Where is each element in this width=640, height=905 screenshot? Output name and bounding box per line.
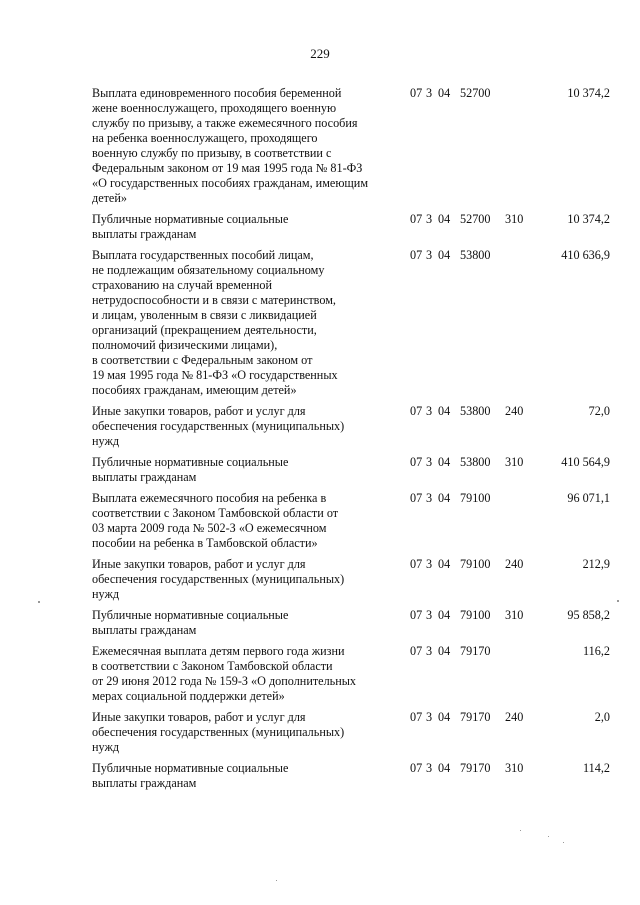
row-description (92, 761, 392, 791)
cell-type: 310 (505, 212, 524, 226)
row-description (92, 608, 392, 638)
description-line: нужд (92, 434, 120, 448)
description-line: службу по призыву, а также ежемесячного пособия (92, 116, 358, 130)
cell-subsection: 3 (426, 608, 433, 622)
description-line: нетрудоспособности и в связи с материнством, (92, 293, 336, 307)
cell-type: 310 (505, 761, 524, 775)
cell-type: 240 (505, 710, 524, 724)
row-description (92, 644, 392, 704)
cell-article: 04 (438, 404, 451, 418)
cell-code: 52700 (460, 86, 491, 100)
cell-amount: 116,2 (583, 644, 610, 658)
cell-article: 04 (438, 557, 451, 571)
description-line: выплаты гражданам (92, 470, 197, 484)
cell-subsection: 3 (426, 491, 433, 505)
cell-section: 07 (410, 86, 423, 100)
cell-article: 04 (438, 710, 451, 724)
description-line: Выплата ежемесячного пособия на ребенка в (92, 491, 327, 505)
cell-article: 04 (438, 455, 451, 469)
description-line: «О государственных пособиях гражданам, имеющим (92, 176, 369, 190)
description-line: страхованию на случай временной (92, 278, 273, 292)
cell-section: 07 (410, 491, 423, 505)
description-line: Публичные нормативные социальные (92, 608, 289, 622)
cell-subsection: 3 (426, 248, 433, 262)
scan-speck (548, 836, 549, 837)
description-line: и лицам, уволенным в связи с ликвидацией (92, 308, 317, 322)
cell-subsection: 3 (426, 404, 433, 418)
cell-section: 07 (410, 212, 423, 226)
cell-amount: 10 374,2 (567, 212, 610, 226)
description-line: 03 марта 2009 года № 502-З «О ежемесячном (92, 521, 327, 535)
cell-code: 79170 (460, 644, 491, 658)
row-description (92, 455, 392, 485)
cell-code: 53800 (460, 455, 491, 469)
cell-amount: 2,0 (594, 710, 610, 724)
cell-type: 310 (505, 455, 524, 469)
scan-speck (520, 830, 521, 831)
description-line: Ежемесячная выплата детям первого года жизни (92, 644, 345, 658)
description-line: жене военнослужащего, проходящего военную (92, 101, 337, 115)
description-line: Федеральным законом от 19 мая 1995 года № 81-ФЗ (92, 161, 363, 175)
cell-amount: 114,2 (583, 761, 610, 775)
description-line: Иные закупки товаров, работ и услуг для (92, 557, 306, 571)
cell-section: 07 (410, 761, 423, 775)
row-description (92, 404, 392, 449)
cell-section: 07 (410, 248, 423, 262)
cell-code: 53800 (460, 248, 491, 262)
scan-speck (617, 600, 619, 602)
description-line: обеспечения государственных (муниципальных) (92, 419, 345, 433)
cell-section: 07 (410, 455, 423, 469)
description-line: Выплата единовременного пособия беременной (92, 86, 342, 100)
cell-code: 52700 (460, 212, 491, 226)
description-line: мерах социальной поддержки детей» (92, 689, 285, 703)
cell-article: 04 (438, 608, 451, 622)
cell-article: 04 (438, 248, 451, 262)
cell-section: 07 (410, 710, 423, 724)
scan-speck (563, 842, 564, 843)
description-line: выплаты гражданам (92, 623, 197, 637)
description-line: в соответствии с Федеральным законом от (92, 353, 313, 367)
row-description (92, 212, 392, 242)
description-line: в соответствии с Законом Тамбовской области (92, 659, 333, 673)
description-line: нужд (92, 587, 120, 601)
cell-section: 07 (410, 404, 423, 418)
description-line: Публичные нормативные социальные (92, 212, 289, 226)
row-description (92, 248, 392, 398)
description-line: обеспечения государственных (муниципальных) (92, 572, 345, 586)
description-line: военную службу по призыву, в соответствии с (92, 146, 332, 160)
cell-type: 240 (505, 404, 524, 418)
cell-amount: 95 858,2 (567, 608, 610, 622)
description-line: выплаты гражданам (92, 227, 197, 241)
cell-subsection: 3 (426, 455, 433, 469)
description-line: не подлежащим обязательному социальному (92, 263, 325, 277)
cell-subsection: 3 (426, 644, 433, 658)
cell-article: 04 (438, 491, 451, 505)
cell-code: 79100 (460, 608, 491, 622)
description-line: организаций (прекращением деятельности, (92, 323, 317, 337)
page-number: 229 (310, 46, 330, 61)
cell-section: 07 (410, 644, 423, 658)
scan-speck (276, 880, 277, 881)
description-line: выплаты гражданам (92, 776, 197, 790)
row-description (92, 86, 392, 206)
row-description (92, 491, 392, 551)
description-line: соответствии с Законом Тамбовской области от (92, 506, 339, 520)
cell-amount: 10 374,2 (567, 86, 610, 100)
description-line: нужд (92, 740, 120, 754)
cell-article: 04 (438, 644, 451, 658)
description-line: Публичные нормативные социальные (92, 761, 289, 775)
description-line: Иные закупки товаров, работ и услуг для (92, 404, 306, 418)
description-line: пособии на ребенка в Тамбовской области» (92, 536, 318, 550)
cell-code: 79170 (460, 761, 491, 775)
scan-speck (38, 601, 40, 603)
cell-amount: 96 071,1 (567, 491, 610, 505)
cell-amount: 410 564,9 (561, 455, 610, 469)
description-line: детей» (92, 191, 127, 205)
cell-code: 79100 (460, 491, 491, 505)
cell-code: 79100 (460, 557, 491, 571)
description-line: на ребенка военнослужащего, проходящего (92, 131, 318, 145)
description-line: пособиях гражданам, имеющим детей» (92, 383, 297, 397)
cell-subsection: 3 (426, 212, 433, 226)
description-line: 19 мая 1995 года № 81-ФЗ «О государственных (92, 368, 338, 382)
cell-amount: 410 636,9 (561, 248, 610, 262)
cell-section: 07 (410, 608, 423, 622)
cell-type: 240 (505, 557, 524, 571)
cell-article: 04 (438, 212, 451, 226)
cell-code: 53800 (460, 404, 491, 418)
row-description (92, 557, 392, 602)
description-line: Иные закупки товаров, работ и услуг для (92, 710, 306, 724)
cell-article: 04 (438, 86, 451, 100)
cell-subsection: 3 (426, 86, 433, 100)
description-line: обеспечения государственных (муниципальных) (92, 725, 345, 739)
description-line: Выплата государственных пособий лицам, (92, 248, 314, 262)
cell-section: 07 (410, 557, 423, 571)
cell-subsection: 3 (426, 557, 433, 571)
cell-amount: 212,9 (582, 557, 610, 571)
cell-subsection: 3 (426, 710, 433, 724)
row-description (92, 710, 392, 755)
description-line: от 29 июня 2012 года № 159-З «О дополнительных (92, 674, 357, 688)
cell-article: 04 (438, 761, 451, 775)
cell-type: 310 (505, 608, 524, 622)
description-line: Публичные нормативные социальные (92, 455, 289, 469)
description-line: полномочий физическими лицами), (92, 338, 278, 352)
cell-subsection: 3 (426, 761, 433, 775)
cell-code: 79170 (460, 710, 491, 724)
cell-amount: 72,0 (588, 404, 610, 418)
